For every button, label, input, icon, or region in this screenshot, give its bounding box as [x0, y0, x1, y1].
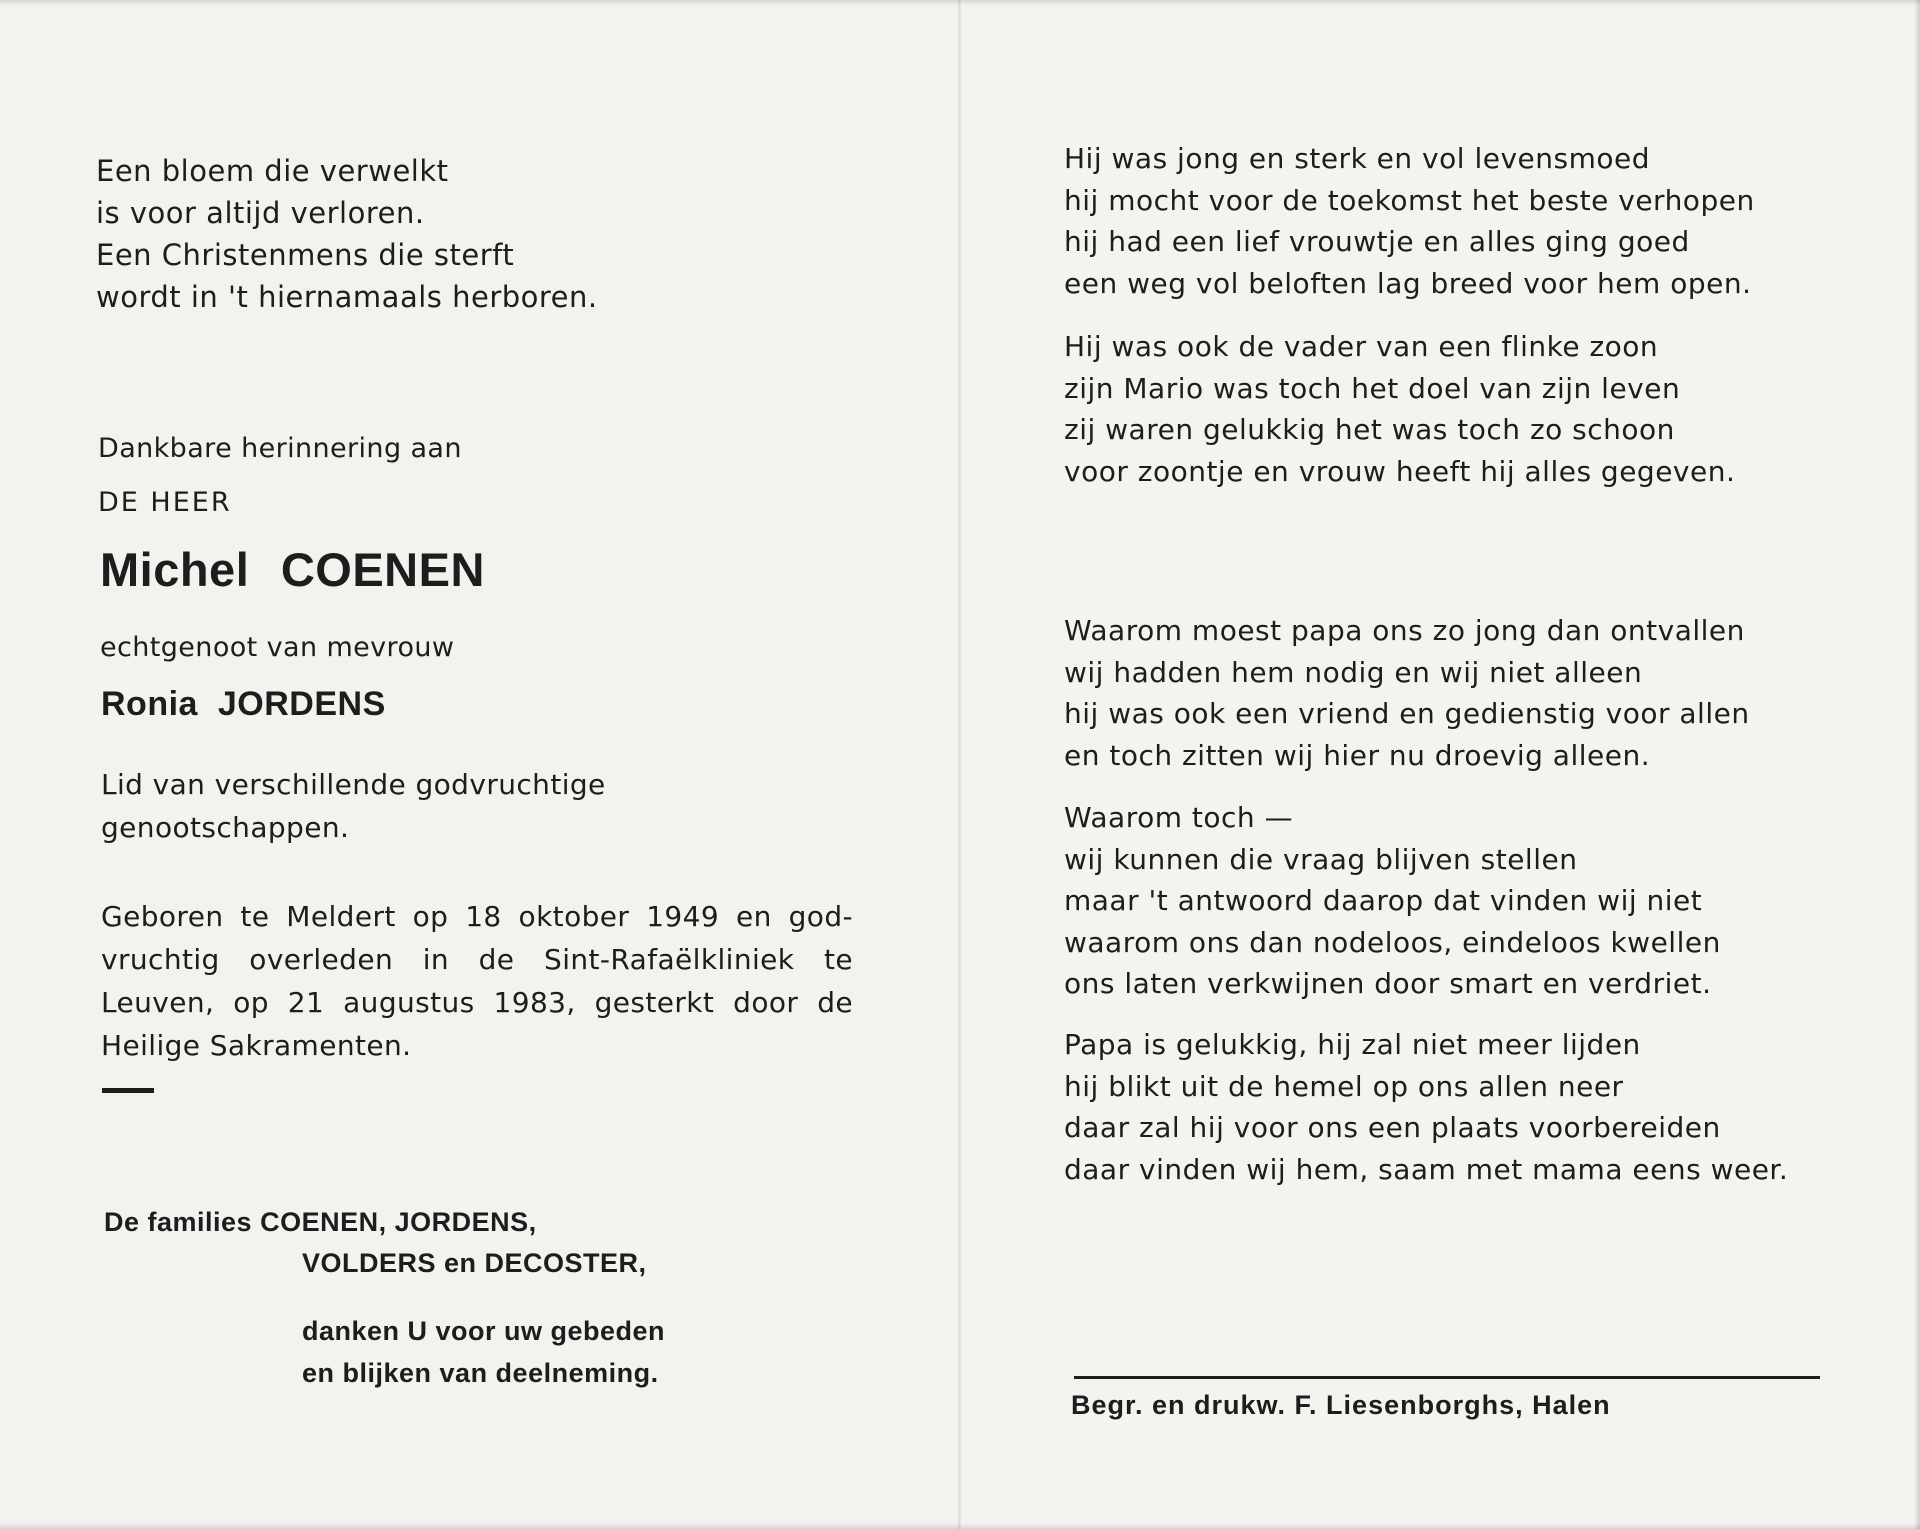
card-fold	[958, 0, 961, 1529]
poem-line: daar vinden wij hem, saam met mama eens weer.	[1064, 1152, 1789, 1186]
spouse-intro: echtgenoot van mevrouw	[100, 632, 455, 663]
poem-line: Hij was ook de vader van een flinke zoon	[1064, 330, 1659, 363]
printer-credit: Begr. en drukw. F. Liesenborghs, Halen	[1071, 1390, 1611, 1420]
poem-line: hij was ook een vriend en gedienstig voor allen	[1064, 697, 1750, 730]
poem-line: wij hadden hem nodig en wij niet alleen	[1064, 655, 1643, 689]
poem-line: Papa is gelukkig, hij zal niet meer lijden	[1064, 1028, 1641, 1061]
membership-line: genootschappen.	[101, 811, 350, 844]
deceased-name: Michel COENEN	[100, 543, 485, 596]
poem-line: Waarom toch —	[1064, 801, 1294, 834]
paper-edge	[1914, 0, 1920, 1529]
poem-line: een weg vol beloften lag breed voor hem open.	[1064, 266, 1752, 300]
spouse-name: Ronia JORDENS	[101, 685, 386, 723]
poem-line: Een Christenmens die sterft	[96, 238, 515, 272]
stanza-3	[1064, 610, 1750, 776]
poem-line: en toch zitten wij hier nu droevig alleen.	[1064, 738, 1651, 772]
poem-line: wordt in 't hiernamaals herboren.	[96, 280, 598, 314]
birth-death-text: Geboren te Meldert op 18 oktober 1949 en god-vruchtig overleden in de Sint-Rafaëlkliniek te Leuven, op 21 augustus 1983, gesterkt door de Heilige Sakramenten.	[101, 900, 853, 1062]
poem-line: daar zal hij voor ons een plaats voorbereiden	[1064, 1111, 1721, 1144]
poem-line: Hij was jong en sterk en vol levensmoed	[1064, 142, 1650, 175]
poem-line: voor zoontje en vrouw heeft hij alles gegeven.	[1064, 454, 1736, 488]
membership-line: Lid van verschillende godvruchtige	[101, 768, 606, 801]
dedication-text: Dankbare herinnering aan	[98, 433, 462, 464]
thanks-line: en blijken van deelneming.	[302, 1358, 659, 1388]
footer-rule	[1074, 1376, 1820, 1379]
thanks-line: danken U voor uw gebeden	[302, 1316, 666, 1346]
stanza-1	[1064, 138, 1755, 304]
membership-text	[101, 763, 606, 849]
honorific: DE HEER	[98, 487, 232, 518]
poem-line: hij had een lief vrouwtje en alles ging goed	[1064, 225, 1690, 258]
stanza-5	[1064, 1024, 1788, 1190]
paper-edge	[0, 0, 1920, 6]
poem-line: hij blikt uit de hemel op ons allen neer	[1064, 1069, 1624, 1103]
poem-line: Waarom moest papa ons zo jong dan ontvallen	[1064, 614, 1745, 647]
stanza-2	[1064, 326, 1735, 492]
poem-line: zij waren gelukkig het was toch zo schoon	[1064, 413, 1675, 446]
poem-line: wij kunnen die vraag blijven stellen	[1064, 842, 1578, 876]
families-line: De families COENEN, JORDENS,	[104, 1207, 537, 1237]
separator-dash	[102, 1088, 154, 1093]
poem-line: is voor altijd verloren.	[96, 196, 425, 230]
stanza-4	[1064, 797, 1721, 1005]
poem-line: hij mocht voor de toekomst het beste verhopen	[1064, 183, 1755, 217]
poem-line: ons laten verkwijnen door smart en verdriet.	[1064, 967, 1712, 1000]
thanks-text	[302, 1310, 665, 1394]
paper-edge	[0, 1523, 1920, 1529]
families-line: VOLDERS en DECOSTER,	[302, 1248, 647, 1278]
poem-line: Een bloem die verwelkt	[96, 154, 449, 188]
poem-line: waarom ons dan nodeloos, eindeloos kwellen	[1064, 925, 1721, 959]
poem-line: zijn Mario was toch het doel van zijn leven	[1064, 371, 1681, 405]
poem-line: maar 't antwoord daarop dat vinden wij niet	[1064, 884, 1703, 917]
opening-poem	[96, 150, 598, 318]
